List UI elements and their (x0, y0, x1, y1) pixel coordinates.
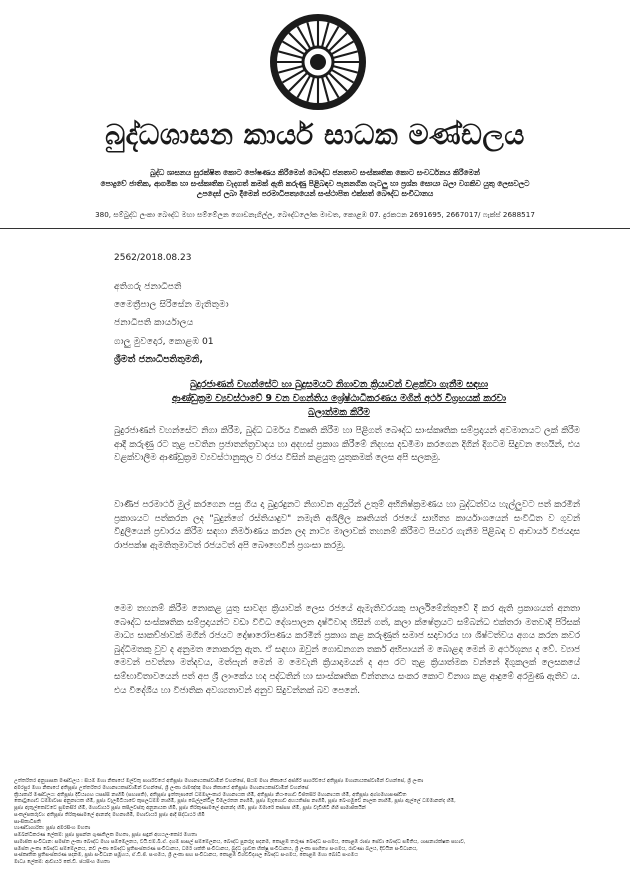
addressee-line: ජනාධිපති කාර්යාලය (114, 317, 194, 329)
footer-line: මාධ්‍ය ලේකම්: ආචාර්ය කේ.ඩී. ජයසිංහ මහතා (14, 859, 110, 865)
addressee-line: ගාලු මුවදොර, කොළඹ 01 (114, 335, 214, 347)
footer-line: සම්බන්ධීකරණ ලේකම්: පූජ්‍ය ප්‍රසන්න ගුණතිලක මහතා, පූජ්‍ය සඳුන් අභයලංකෝර මහතා (14, 832, 197, 838)
footer-member-list (14, 778, 616, 866)
letter-subject (114, 378, 564, 419)
addressee-line: මෛත්‍රීපාල සිරිසේන මැතිතුමා (114, 299, 229, 311)
subject-line: ආණ්ඩුක්‍රම ව්‍යවස්ථාවේ 9 වන වගන්තිය ශ්‍රේෂ්ඨාධිකරණය මගින් අර්ථ විග්‍රහයක් කරවා (171, 392, 507, 404)
footer-line: සංකල්පකරුවා: අතිපූජ්‍ය තිරිකුණාමලේ ආනන්ද මහනාහිමි, මහාචාර්ය පූජ්‍ය ආදී සිද්ධාර්ථ හිමි (14, 811, 205, 818)
subject-line: බලාත්මක කිරීම (308, 406, 370, 418)
footer-line: භාණ්ඩාගාරික: පූජ්‍ය අමරසිංහ මහතා (14, 825, 91, 832)
body-paragraph: වාණිජ පරමාර්ථ මුල් කරගෙන පසු ගිය දා බුදුරදුනට නිගාවන අයුරින් උතුම් අභිනිෂ්ක්‍රමණය හා බුද්ධත්වය හැල්ලුවට පත් කරමින් ප්‍රකාශයට පත්කරන ලද "බුදුන්ගේ රස්තියාදුව" නමැති අශිලීල කෘතියත් රජයේ සාහිත්‍ය කාර්යාංශයෙන් සංවිධිත ව ගුවන් විදුලියෙන් ප්‍රචාරය කිරීම සඳහා නිර්මාණය කරන ලද නාට්‍ය මාලාවක් තහනම් කිරීමට පියවර ගැනීම පිළිබඳ ව ආචාර්ය විජයදාස රාජපක්ෂ ඇමතිතුමාටත් රජයටත් අපි බෞහෙවින් ප්‍රශංසා කරමු. (114, 500, 580, 551)
footer-line: සමස්ත ලංකා බෞද්ධ සම්මේලනය, නව ලංකා බෞද්ධ ප්‍රතිසංස්කරණ සංවිධානය, ධර්ම ශක්ති සංවිධානය, බුද්ධ ශ්‍රාවක භික්ෂු සංවිධානය, ශ්‍රී ලංකා සාහිත්‍ය සංගමය, රාවණා බලය, දිවයින සංවිධානය, (14, 845, 418, 852)
subject-line: බුදුරජාණන් වහන්සේට හා බුදුසමයට නිගාවන ක්‍රියාවන් වළක්වා ගැනීම සඳහා (189, 379, 489, 390)
footer-line: උත්තරීතර අනුශාසක මණ්ඩලය : සියම් මහා නිකායේ මල්වතු පාර්ශ්වයේ අතිපූජ්‍ය මහානායකස්වාමීන් වහන්සේ, සියම් මහා නිකායේ අස්ගිරි පාර්ශ්වයේ අතිපූජ්‍ය මහානායකස්වාමීන් වහන්සේ, ශ්‍රී ලංකා (14, 778, 424, 784)
salutation: ශ්‍රීමත් ජනාධිපතිතුමනි, (114, 354, 203, 365)
addressee-line: අතිගරු ජනාධිපති (114, 281, 182, 292)
footer-line: අමරපුර මහා නිකායේ අතිපූජ්‍ය උත්තරීතර මහානායකස්වාමීන් වහන්සේ, ශ්‍රී ලංකා රාමඤ්ඤ මහා නිකායේ අතිපූජ්‍ය මහානායකස්වාමීන් වහන්සේ (14, 784, 309, 791)
header-divider (0, 228, 630, 229)
mandate-line: උපදෙස් ලබා දීමෙන් පරමාධිපත්‍යයෙන් සංස්ථාපිත එක්සත් බෞද්ධ සංවිධානය (196, 189, 434, 199)
footer-line: ක්‍රියාකාරී මණ්ඩලය: අතිපූජ්‍ය දිවියාගහ යසස්සි නාහිමි (සභාපති), අතිපූජ්‍ය ඉත්තෑපානේ ධම්මාලංකාර මහානායක හිමි, අතිපූජ්‍ය නියංගොඩ විජිතසිරි මහානායක හිමි, අතිපූජ්‍ය අග්ගමහාපණ්ඩිත (14, 791, 407, 798)
footer-line: සංස්කෘතික ප්‍රතිසංස්කරණ පදනම, ප්‍රජා සංවිධාන සමූහය, ඒ.ඩී.ජී. සංගමය, ශ්‍රී ලංකා සඟ සංවිධානය, කොළඹ විශ්වවිද්‍යාල බෞද්ධ සංගමය, කොළඹ මහා බෝධි සංගමය (14, 852, 358, 859)
addressee-block (114, 278, 229, 351)
footer-line: සාංඝිකාධිපති (14, 818, 41, 825)
footer-line: පූජ්‍ය ඇතුල්කෝට්ටේ සුමනසිරි හිමි, මහාචාර්ය පූජ්‍ය කපිලවස්තු අනුනායක හිමි, පූජ්‍ය තිරිකුණාමලේ ආනන්ද හිමි, පූජ්‍ය ඕමාරේ කස්සප හිමි, පූජ්‍ය වැඩිහිටි ගිහි සාමාජිකයින් (14, 805, 366, 811)
organization-mandate (60, 168, 570, 200)
mandate-line: පොදුවේ ජාතික, ආගමික හා සංස්කෘතික වැදගත් කමක් ඇති කරුණු පිළිබඳව පැනනගින ගැටලු හා ප්‍රශ්න සොයා බලා වගකිව යුතු ලෙසවලට (100, 178, 530, 188)
organization-title: බුද්ධශාසන කාර්ය සාධක මණ්ඩලය (105, 118, 525, 151)
organization-address: 380, සම්බුද්ධ ලංකා බෞද්ධ මහා සම්මේලන ගොඩනැගිල්ල, බෞද්ධලෝක මාවත, කොළඹ 07. දුරකථන 2691695, 2667017/ ෆැක්ස් 2688517 (95, 210, 535, 219)
footer-line: සාමාජික සංවිධාන: සමස්ත ලංකා බෞද්ධ මහා සම්මේලනය, වයි.එම්.බී.ඒ. දහම් පාසල් සම්මේලනය, බෞද්ධ පුනරුද පදනම, කොළඹ තරුණ බෞද්ධ සංගමය, කොළඹ රාජ්‍ය සේවා බෞද්ධ සමිතිය, ශාසනාරක්ෂක සභාව, (14, 838, 466, 845)
reference-number: 2562/2018.08.23 (114, 253, 192, 263)
body-paragraph: මෙම තහනම් කිරීම නොකළ යුතු සාවද්‍ය ක්‍රියාවක් ලෙස රජයේ ඇමැතිවරයකු පාර්ලිමේන්තුවේ දී කර ඇති ප්‍රකාශයත් අනතා බෞද්ධ සංස්කෘතික සම්ප්‍රදායන්ට වඩා විවිධ දේශපාලන දෘෂ්ටිවාද හිසින් ගත්, කලා ක්ෂේත්‍රයට සම්බන්ධ එක්තරා මතවාදී පිරිසක් මාධ්‍ය සාකච්ඡාවක් මගින් රජයට දෝෂාරෝපණය කරමින් ප්‍රකාශ කළ කරුණුත් සමාජ සදාචාරය හා ශිෂ්ටත්වය අගය කරන කවර බුද්ධිමතකු වුව ද අනුමත නොකරනු ඇත. ඒ සඳහා ඔවුන් ගොඩනගන තර්ක අභිපායන් ම බොළඳ මෙන් ම අර්ථශූන්‍ය ද වේ. ව්‍යාජ මෙවන් පවත්නා මත්දවය, මත්පැන් මෙන් ම මෙවැනි ක්‍රියාදාමයන් ද අප රට තුළ ක්‍රියාත්මක වන්නේ දිගුකලක් ලෙසකයේ සම්භාවිතාවයෙන් පත් අප ශ්‍රී ලාංකේය හද පද්ධතින් හා සාංස්කෘතික චින්තනය සංකර කොට විනාශ කළ ආදුමේ අරමුණ ඇතිව ය. එය විදේශීය හා විජාතික අවශ්‍යතාවන් අනුව සිදුවන්නක් බව පෙනේ. (114, 604, 580, 696)
body-paragraph: බුදුරජාණන් වහන්සේට නිගා කිරීම, බුද්ධ ධර්මය විකෘති කිරීම හා පිළිගත් බෞද්ධ සාංස්කෘතික සම්ප්‍රදායන් අවමානයට ලක් කිරීම ආදී කරුණු රට තුළ පවතින ප්‍රජාතන්ත්‍රවාදය හා අදහස් ප්‍රකාශ කිරීමේ නිදහස දඩමීමා කරගෙන දිගින් දිගටම සිදුවන හෙයින්, එය වළක්වාලීම ආණ්ඩුක්‍රම ව්‍යවස්ථානුකූල ව රජය විසින් කළයුතු යුතුකමක් ලෙස අපි සලකමු. (114, 426, 580, 464)
mandate-line: බුද්ධ ශාසනය සුරක්ෂිත කොට පෝෂණය කිරීමෙන් බෞද්ධ ජනතාව සංස්කෘතික කොට සංවර්ධනය කිරීමෙන් (150, 168, 480, 177)
dharma-wheel-icon (268, 12, 368, 112)
footer-line: කොටුගොඩ ධම්මාවාස අනුනායක හිමි, පූජ්‍ය වැලමිටියාවේ කුසලධම්ම නාහිමි, පූජ්‍ය බෙල්ලන්විල විමලරතන නාහිමි, පූජ්‍ය මැදගොඩ අභයතිස්ස නාහිමි, පූජ්‍ය බෙංගමුවේ නාලක නාහිමි, පූජ්‍ය ඇල්ලේ ධම්මානන්ද හිමි, (14, 798, 456, 805)
